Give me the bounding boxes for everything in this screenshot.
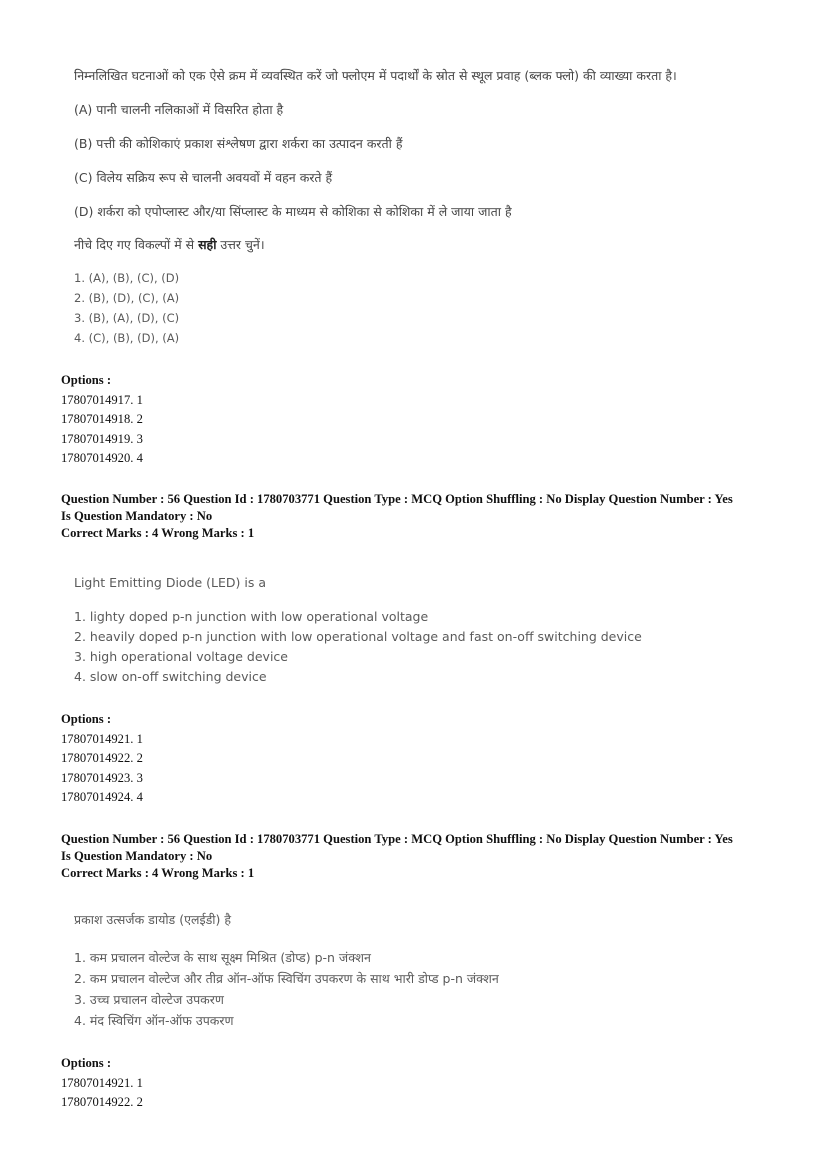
- q56-hi-stem: प्रकाश उत्सर्जक डायोड (एलईडी) है: [74, 912, 232, 927]
- q55-instruction-post: उत्तर चुनें।: [216, 237, 265, 252]
- q56-en-option-3: 17807014923. 3: [61, 770, 143, 785]
- q56-en-stem: Light Emitting Diode (LED) is a: [74, 575, 266, 590]
- q56-hi-choice-3: 3. उच्च प्रचालन वोल्टेज उपकरण: [74, 992, 224, 1007]
- q56-en-header: [61, 491, 733, 542]
- q56-hi-choice-2: 2. कम प्रचालन वोल्टेज और तीव्र ऑन-ऑफ स्विचिंग उपकरण के साथ भारी डोप्ड p-n जंक्शन: [74, 971, 499, 986]
- q55-choice-4: 4. (C), (B), (D), (A): [74, 331, 180, 345]
- q56-hi-option-1: 17807014921. 1: [61, 1075, 143, 1090]
- q56-en-option-2: 17807014922. 2: [61, 751, 143, 765]
- q55-option-2: 17807014918. 2: [61, 412, 143, 426]
- q55-option-4: 17807014920. 4: [61, 451, 143, 465]
- q56-hi-choice-1: 1. कम प्रचालन वोल्टेज के साथ सूक्ष्म मिश्रित (डोप्ड) p-n जंक्शन: [74, 950, 371, 965]
- q55-instruction: [74, 236, 265, 254]
- q55-option-1: 17807014917. 1: [61, 392, 143, 407]
- q55-options-label: Options :: [61, 373, 112, 387]
- q56-en-options-label: Options :: [61, 712, 112, 726]
- q56-hi-header-line2: Is Question Mandatory : No: [61, 849, 213, 863]
- q55-options-block: [61, 371, 143, 469]
- q55-choice-2: 2. (B), (D), (C), (A): [74, 291, 180, 305]
- q55-stem: निम्नलिखित घटनाओं को एक ऐसे क्रम में व्यवस्थित करें जो फ्लोएम में पदार्थों के स्रोत से स्थूल प्रवाह (ब्लक फ्लो) की व्याख्या करता है।: [74, 68, 677, 83]
- q55-option-3: 17807014919. 3: [61, 431, 143, 446]
- q56-hi-options-block: [61, 1054, 143, 1113]
- q55-statement-c: (C) विलेय सक्रिय रूप से चालनी अवयवों में वहन करते हैं: [74, 170, 333, 185]
- q55-choice-1: 1. (A), (B), (C), (D): [74, 271, 180, 285]
- q55-statement-d: (D) शर्करा को एपोप्लास्ट और/या सिंप्लास्ट के माध्यम से कोशिका से कोशिका में ले जाया जाता है: [74, 204, 512, 219]
- q56-en-choice-3: 3. high operational voltage device: [74, 649, 288, 664]
- q56-hi-options-label: Options :: [61, 1056, 112, 1070]
- q56-en-choices: [74, 607, 642, 687]
- q55-instruction-bold: सही: [198, 237, 217, 252]
- q56-hi-choice-4: 4. मंद स्विचिंग ऑन-ऑफ उपकरण: [74, 1013, 234, 1028]
- q56-en-choice-4: 4. slow on-off switching device: [74, 669, 267, 684]
- q56-hi-header-line3: Correct Marks : 4 Wrong Marks : 1: [61, 866, 255, 880]
- q56-en-choice-2: 2. heavily doped p-n junction with low operational voltage and fast on-off switching device: [74, 629, 642, 644]
- q55-choices: [74, 268, 179, 348]
- q56-en-option-4: 17807014924. 4: [61, 790, 143, 804]
- q55-statement-b: (B) पत्ती की कोशिकाएं प्रकाश संश्लेषण द्वारा शर्करा का उत्पादन करती हैं: [74, 136, 403, 151]
- q56-hi-header-line1: Question Number : 56 Question Id : 1780703771 Question Type : MCQ Option Shuffling : No Display Question Number : Yes: [61, 832, 733, 846]
- q56-en-choice-1: 1. lighty doped p-n junction with low operational voltage: [74, 609, 429, 624]
- q56-hi-header: [61, 831, 733, 882]
- q56-en-header-line1: Question Number : 56 Question Id : 1780703771 Question Type : MCQ Option Shuffling : No Display Question Number : Yes: [61, 492, 733, 506]
- q56-hi-option-2: 17807014922. 2: [61, 1095, 143, 1109]
- q56-en-options-block: [61, 710, 143, 808]
- q56-en-header-line2: Is Question Mandatory : No: [61, 509, 213, 523]
- q56-en-option-1: 17807014921. 1: [61, 731, 143, 746]
- q56-en-header-line3: Correct Marks : 4 Wrong Marks : 1: [61, 526, 255, 540]
- q55-choice-3: 3. (B), (A), (D), (C): [74, 311, 180, 325]
- q55-statement-a: (A) पानी चालनी नलिकाओं में विसरित होता है: [74, 102, 284, 117]
- q55-instruction-pre: नीचे दिए गए विकल्पों में से: [74, 237, 199, 252]
- q56-hi-choices: [74, 947, 499, 1031]
